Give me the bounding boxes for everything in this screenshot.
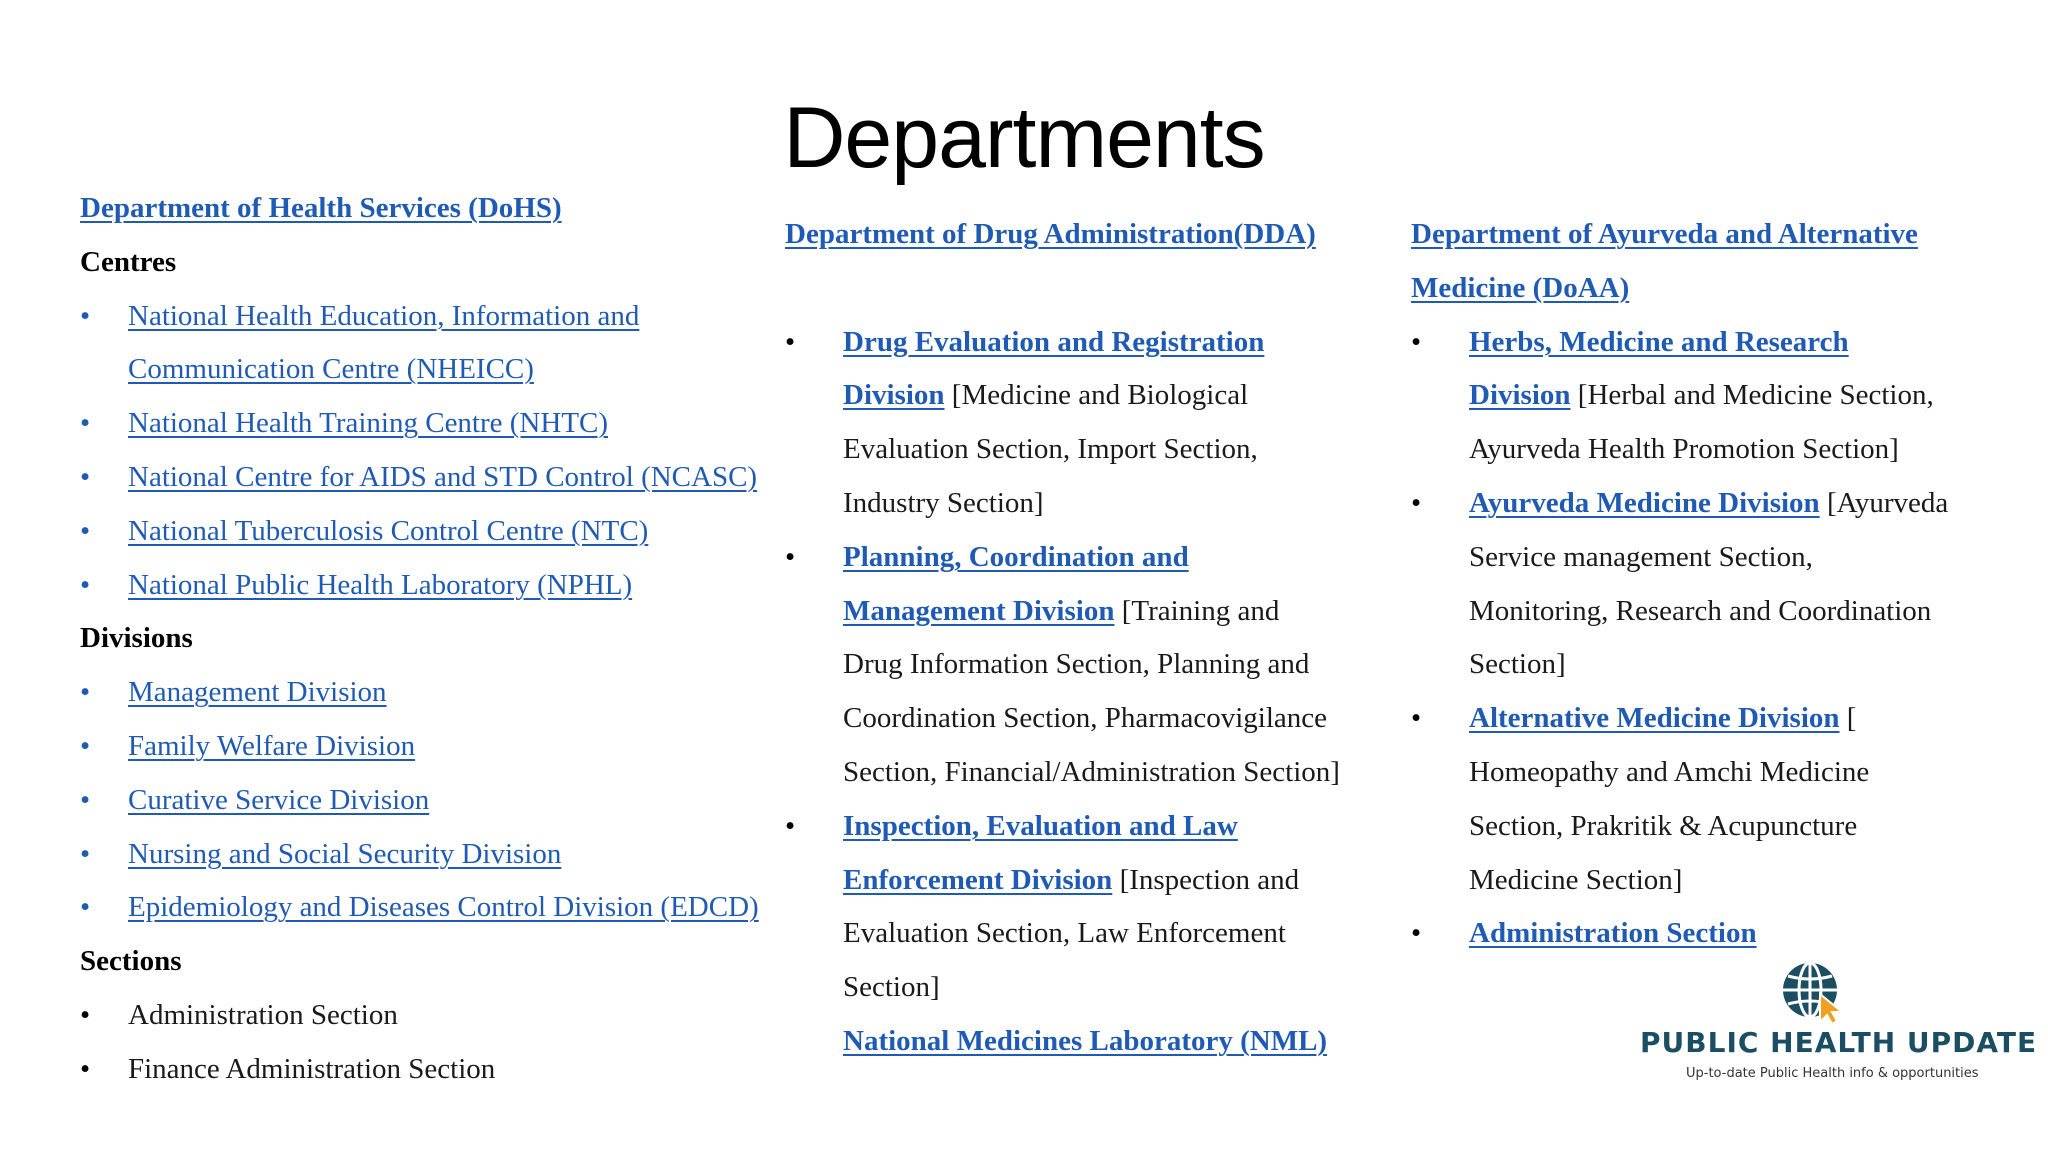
bullet: • [1411,917,1422,950]
list-item [1411,907,2001,961]
list-item [80,559,800,613]
item-text: Service management Section, [1469,540,1813,573]
globe-cursor-icon [1780,960,1846,1024]
list-item [80,989,800,1043]
list-item [1411,316,2001,477]
bullet: • [80,568,91,601]
alternative-medicine-division-link[interactable]: Alternative Medicine Division [1469,702,1840,735]
list-item [80,290,800,398]
item-text: [Ayurveda [1819,486,1949,519]
planning-division-link[interactable]: Planning, Coordination and Management Division [843,540,1189,627]
list-item [1411,692,2001,907]
division-link-family-welfare[interactable]: Family Welfare Division [128,729,416,762]
divisions-list [80,666,800,935]
item-text: [ [1839,702,1857,735]
bullet: • [1411,486,1422,519]
section-text: Finance Administration Section [128,1052,496,1085]
bullet: • [785,540,796,573]
slide-title: Departments [783,90,1265,186]
item-text: Evaluation Section, Import Section, [843,433,1258,466]
item-text: Coordination Section, Pharmacovigilance [843,702,1328,735]
centres-label: Centres [80,245,177,278]
logo-tagline: Up-to-date Public Health info & opportunities [1686,1066,1979,1081]
item-text: [Medicine and Biological [944,379,1249,412]
bullet: • [80,729,91,762]
list-item [785,531,1375,800]
list-item [80,774,800,828]
item-text: Medicine Section] [1469,863,1683,896]
bullet: • [80,783,91,816]
bullet: • [80,891,91,924]
bullet: • [1411,325,1422,358]
list-item [80,720,800,774]
drug-evaluation-division-link[interactable]: Drug Evaluation and Registration Division [843,325,1265,412]
sections-list [80,989,800,1097]
bullet: • [80,998,91,1031]
nml-link[interactable]: National Medicines Laboratory (NML) [843,1024,1328,1057]
centres-list [80,290,800,613]
dohs-heading-link[interactable]: Department of Health Services (DoHS) [80,192,562,224]
list-item [80,397,800,451]
list-item [785,316,1375,531]
item-text: Monitoring, Research and Coordination [1469,594,1932,627]
list-item [80,881,800,935]
bullet: • [80,299,91,332]
dda-heading-link[interactable]: Department of Drug Administration(DDA) [785,218,1316,250]
centre-link-nhtc[interactable]: National Health Training Centre (NHTC) [128,407,609,440]
doaa-list [1411,316,2001,962]
bullet: • [785,809,796,842]
item-text: Section, Prakritik & Acupuncture [1469,809,1858,842]
item-text: [Herbal and Medicine Section, [1570,379,1934,412]
centre-link-ncasc[interactable]: National Centre for AIDS and STD Control (NCASC) [128,460,758,493]
bullet: • [80,1052,91,1085]
list-item [80,1043,800,1097]
item-text: Drug Information Section, Planning and [843,648,1310,681]
item-text: [Inspection and [1112,863,1300,896]
item-text: Section] [1469,648,1566,681]
item-text: Homeopathy and Amchi Medicine [1469,755,1870,788]
doaa-heading-link[interactable]: Department of Ayurveda and Alternative Medicine (DoAA) [1411,218,1918,304]
item-text: Ayurveda Health Promotion Section] [1469,433,1899,466]
logo-name: PUBLIC HEALTH UPDATE [1640,1026,2038,1059]
dda-column [785,208,1375,1069]
bullet: • [80,460,91,493]
bullet: • [80,837,91,870]
public-health-update-logo [1640,960,2038,1090]
bullet: • [80,676,91,709]
centre-link-nheicc[interactable]: National Health Education, Information and Communication Centre (NHEICC) [128,299,640,386]
division-link-management[interactable]: Management Division [128,676,387,709]
division-link-nursing[interactable]: Nursing and Social Security Division [128,837,562,870]
item-text: Industry Section] [843,486,1044,519]
administration-section-link[interactable]: Administration Section [1469,917,1757,950]
list-item [80,828,800,882]
sections-label: Sections [80,945,182,978]
list-item [80,451,800,505]
inspection-division-link[interactable]: Inspection, Evaluation and Law Enforcement Division [843,809,1238,896]
item-text: Section] [843,971,940,1004]
spacer [785,262,1375,316]
centre-link-ntc[interactable]: National Tuberculosis Control Centre (NTC) [128,514,649,547]
list-item [80,505,800,559]
item-text: Evaluation Section, Law Enforcement [843,917,1286,950]
divisions-label: Divisions [80,622,193,655]
bullet: • [1411,702,1422,735]
division-link-edcd[interactable]: Epidemiology and Diseases Control Division (EDCD) [128,891,759,924]
centre-link-nphl[interactable]: National Public Health Laboratory (NPHL) [128,568,633,601]
doaa-column [1411,208,2001,961]
list-item [1411,477,2001,692]
dohs-column [80,182,800,1097]
dda-list [785,316,1375,1015]
bullet: • [785,325,796,358]
bullet: • [80,514,91,547]
list-item [785,800,1375,1015]
item-text: [Training and [1114,594,1280,627]
list-item [80,666,800,720]
section-text: Administration Section [128,998,398,1031]
ayurveda-medicine-division-link[interactable]: Ayurveda Medicine Division [1469,486,1820,519]
bullet: • [80,407,91,440]
herbs-division-link[interactable]: Herbs, Medicine and Research Division [1469,325,1849,412]
division-link-curative[interactable]: Curative Service Division [128,783,430,816]
item-text: Section, Financial/Administration Section] [843,755,1340,788]
